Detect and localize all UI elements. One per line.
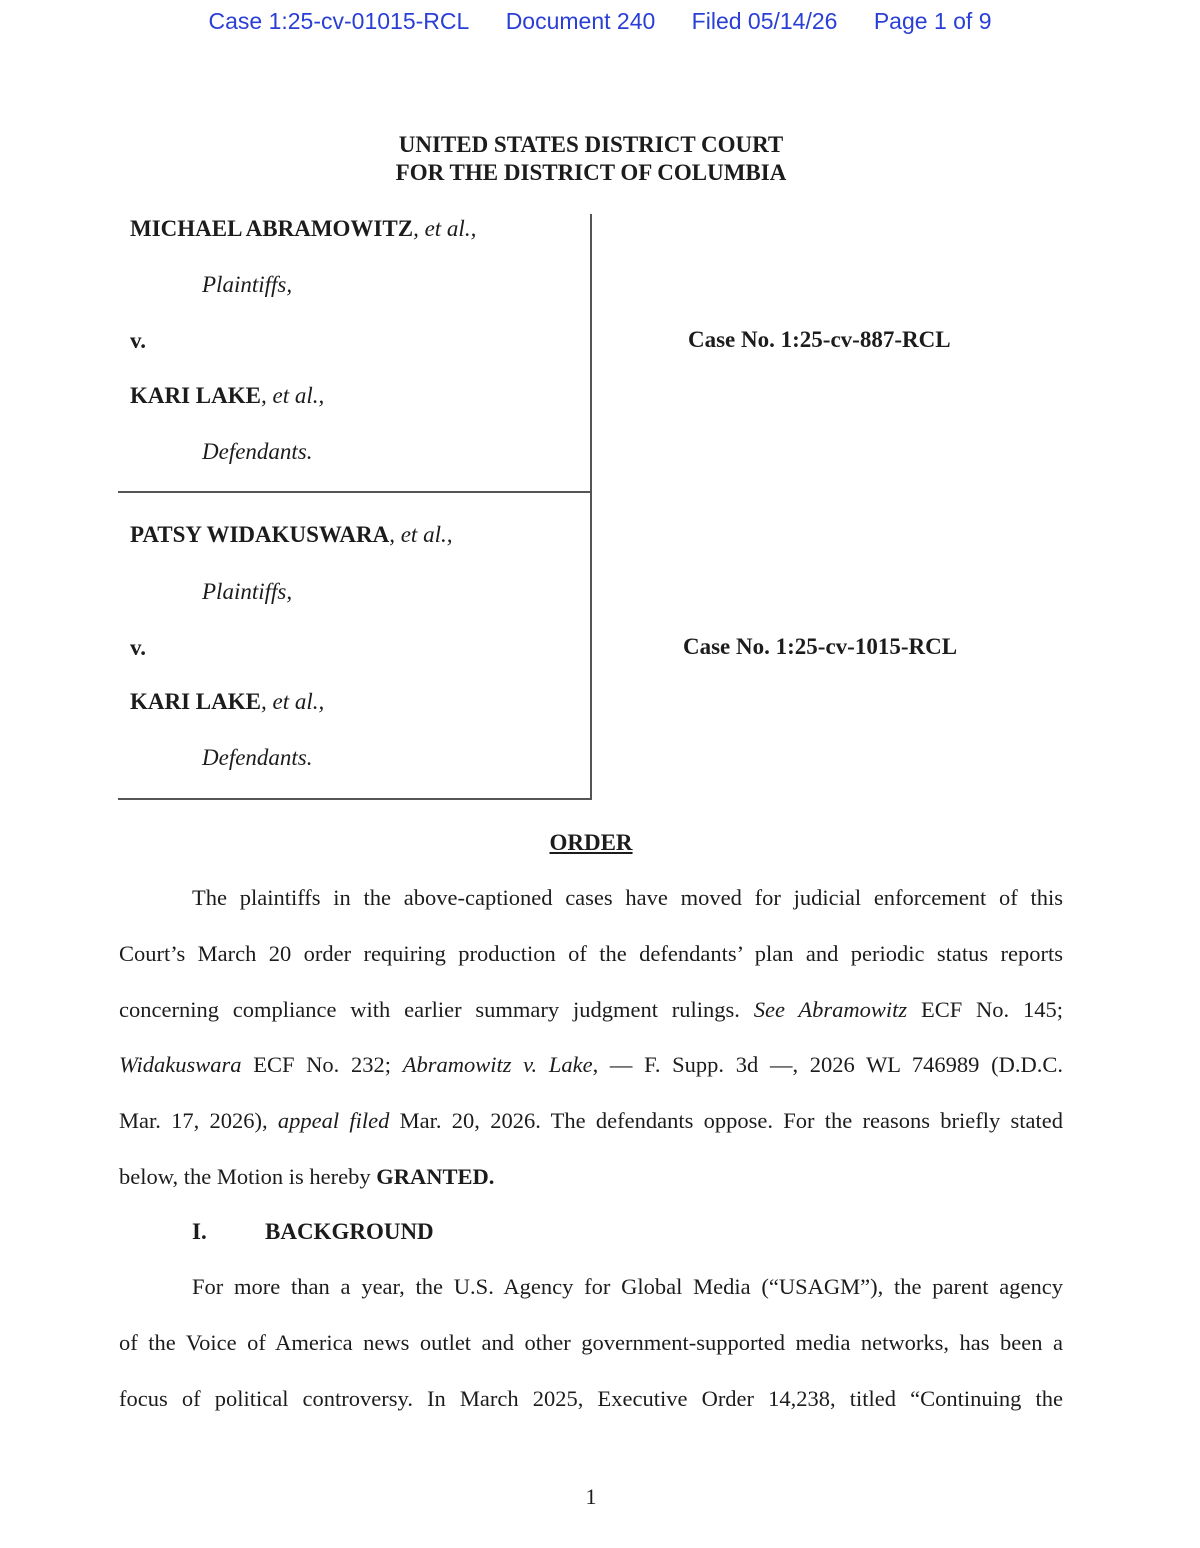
caption2-defendants-label: Defendants.: [202, 745, 313, 770]
para1-citation-see: See Abramowitz: [753, 997, 908, 1022]
para1-granted: GRANTED.: [376, 1164, 495, 1189]
caption1-plaintiff-name: MICHAEL ABRAMOWITZ: [130, 216, 414, 241]
para1-line-5-date: Mar. 17, 2026),: [119, 1108, 278, 1133]
caption-bottom-rule: [118, 798, 591, 800]
para1-line-4: [119, 1052, 1063, 1078]
caption1-defendants-label: Defendants.: [202, 439, 313, 464]
caption1-defendant-name: KARI LAKE: [130, 383, 261, 408]
para1-line-5-text: Mar. 20, 2026. The defendants oppose. For the reasons briefly stated: [389, 1108, 1063, 1133]
para1-line-2: Court’s March 20 order requiring production of the defendants’ plan and periodic status reports: [119, 941, 1063, 966]
para2-line-3: focus of political controversy. In March 2025, Executive Order 14,238, titled “Continuing the: [119, 1386, 1063, 1411]
court-name-line-2: FOR THE DISTRICT OF COLUMBIA: [395, 160, 787, 185]
ecf-document-number: Document 240: [505, 8, 656, 34]
court-name-line-1: UNITED STATES DISTRICT COURT: [398, 132, 784, 157]
caption2-versus: v.: [130, 635, 146, 660]
caption1-versus: v.: [130, 328, 146, 353]
para1-line-3: [119, 997, 1063, 1023]
para1-line-3-text: concerning compliance with earlier summary judgment rulings.: [119, 997, 754, 1022]
caption1-plaintiffs-label: Plaintiffs,: [202, 272, 293, 297]
para1-line-1: The plaintiffs in the above-captioned cases have moved for judicial enforcement of this: [192, 885, 1063, 910]
para2-line-1: For more than a year, the U.S. Agency for Global Media (“USAGM”), the parent agency: [192, 1274, 1063, 1299]
para1-citation-case-name: Abramowitz v. Lake: [402, 1052, 593, 1077]
section-title: BACKGROUND: [265, 1219, 434, 1244]
caption2-plaintiff: [130, 522, 452, 548]
order-title: ORDER: [549, 830, 633, 855]
caption2-plaintiff-name: PATSY WIDAKUSWARA: [130, 522, 390, 547]
caption2-defendant-etal: , et al.,: [261, 689, 325, 714]
para2-line-2: of the Voice of America news outlet and other government-supported media networks, has been a: [119, 1330, 1063, 1355]
page-number: 1: [585, 1484, 597, 1509]
caption2-defendant: [130, 689, 324, 715]
para1-line-6: [119, 1164, 1063, 1190]
caption2-plaintiffs-label: Plaintiffs,: [202, 579, 293, 604]
caption-vertical-rule: [590, 214, 592, 800]
caption2-plaintiff-etal: , et al.,: [389, 522, 453, 547]
para1-line-3-ecf: ECF No. 145;: [907, 997, 1063, 1022]
section-number: I.: [192, 1219, 207, 1244]
ecf-page-count: Page 1 of 9: [873, 8, 992, 34]
para1-line-4-ecf: ECF No. 232;: [241, 1052, 403, 1077]
ecf-filed-date: Filed 05/14/26: [691, 8, 838, 34]
caption1-plaintiff-etal: , et al.,: [413, 216, 477, 241]
caption-divider-rule: [118, 491, 591, 493]
caption2-defendant-name: KARI LAKE: [130, 689, 261, 714]
caption1-defendant: [130, 383, 324, 409]
para1-appeal-filed: appeal filed: [277, 1108, 390, 1133]
ecf-header: [0, 8, 1200, 35]
para1-line-4-reporter: , — F. Supp. 3d —, 2026 WL 746989 (D.D.C.: [592, 1052, 1063, 1077]
ecf-case-number: Case 1:25-cv-01015-RCL: [208, 8, 470, 34]
para1-citation-widakuswara: Widakuswara: [119, 1052, 242, 1077]
para1-line-5: [119, 1108, 1063, 1134]
caption2-case-number: Case No. 1:25-cv-1015-RCL: [683, 634, 958, 659]
para1-line-6-text: below, the Motion is hereby: [119, 1164, 377, 1189]
caption1-plaintiff: [130, 216, 476, 242]
caption1-case-number: Case No. 1:25-cv-887-RCL: [688, 327, 951, 352]
caption1-defendant-etal: , et al.,: [261, 383, 325, 408]
